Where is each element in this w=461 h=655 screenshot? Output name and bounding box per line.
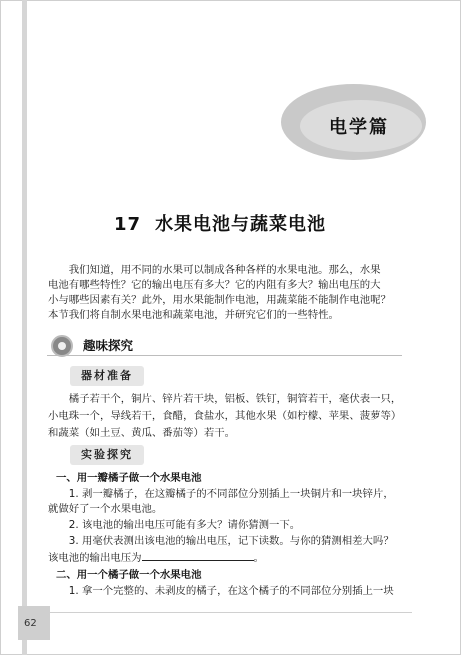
chapter-title [114, 210, 326, 236]
step-line: 就做好了一个水果电池。 [48, 503, 163, 515]
intro-line: 我们知道，用不同的水果可以制成各种各样的水果电池。那么，水果 [48, 264, 381, 276]
target-icon [51, 335, 73, 357]
intro-line: 本节我们将自制水果电池和蔬菜电池，并研究它们的一些特性。 [48, 309, 339, 321]
step-line: 2. 该电池的输出电压可能有多大？请你猜测一下。 [48, 519, 301, 531]
chapter-number: 17 [114, 214, 142, 235]
materials-heading: 器材准备 [70, 366, 144, 386]
answer-prefix: 该电池的输出电压为 [48, 552, 142, 564]
step-line: 1. 剥一瓣橘子，在这瓣橘子的不同部位分别插上一块铜片和一块锌片， [48, 488, 394, 500]
fun-explore-header [45, 332, 405, 358]
materials-line: 和蔬菜（如土豆、黄瓜、番茄等）若干。 [48, 427, 236, 439]
bottom-rule [22, 612, 412, 613]
materials-line: 橘子若干个，铜片、锌片若干块，铝板、铁钉，铜管若干，毫伏表一只， [48, 393, 402, 405]
fun-explore-label: 趣味探究 [83, 338, 134, 353]
intro-line: 小与哪些因素有关？此外，用水果能制作电池，用蔬菜能不能制作电池呢？ [48, 294, 391, 306]
part2-heading: 二、用一个橘子做一个水果电池 [56, 569, 202, 581]
answer-line [48, 550, 400, 566]
left-margin-bar [22, 0, 27, 655]
section-title: 电学篇 [329, 117, 389, 138]
page-number: 62 [24, 618, 37, 629]
part1-heading: 一、用一瓣橘子做一个水果电池 [56, 472, 202, 484]
intro-line: 电池有哪些特性？它的输出电压有多大？它的内阻有多大？输出电压的大 [48, 279, 381, 291]
answer-blank[interactable] [142, 550, 254, 561]
experiment-heading: 实验探究 [70, 445, 144, 465]
chapter-name: 水果电池与蔬菜电池 [155, 214, 327, 235]
header-underline [47, 355, 402, 356]
answer-suffix: 。 [253, 552, 264, 564]
step-line: 3. 用毫伏表测出该电池的输出电压，记下读数。与你的猜测相差大吗？ [48, 535, 394, 547]
step-line: 1. 拿一个完整的、未剥皮的橘子，在这个橘子的不同部位分别插上一块 [48, 585, 394, 597]
materials-line: 小电珠一个，导线若干，食醋，食盐水，其他水果（如柠檬、苹果、菠萝等） [48, 410, 402, 422]
